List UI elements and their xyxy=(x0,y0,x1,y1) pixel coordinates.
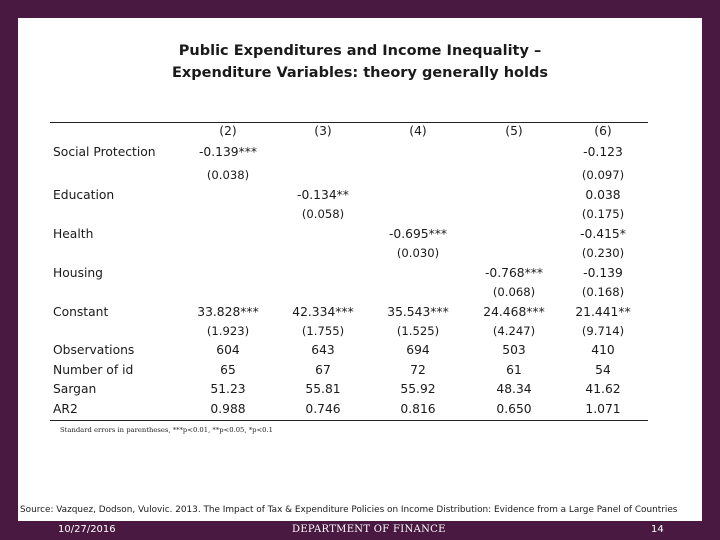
observations-col6: 410 xyxy=(591,343,615,357)
number-of-id-col4: 72 xyxy=(410,363,426,377)
coef-education-col3: -0.134** xyxy=(297,188,349,202)
observations-col5: 503 xyxy=(502,343,526,357)
se-social-protection-col2: (0.038) xyxy=(206,168,250,182)
ar2-col3: 0.746 xyxy=(305,402,341,416)
coef-social-protection-col6: -0.123 xyxy=(583,145,623,159)
sargan-col2: 51.23 xyxy=(210,382,246,396)
frame-right-bar xyxy=(702,0,720,540)
row-label-observations: Observations xyxy=(53,343,135,357)
observations-col4: 694 xyxy=(406,343,430,357)
coef-constant-col5: 24.468*** xyxy=(483,305,545,319)
sargan-col3: 55.81 xyxy=(305,382,341,396)
number-of-id-col5: 61 xyxy=(506,363,522,377)
coef-constant-col6: 21.441** xyxy=(575,305,631,319)
ar2-col6: 1.071 xyxy=(585,402,621,416)
se-health-col4: (0.030) xyxy=(396,246,440,260)
slide-title xyxy=(40,40,680,84)
table-top-rule xyxy=(50,122,648,123)
column-header-6: (6) xyxy=(594,124,612,138)
coef-constant-col3: 42.334*** xyxy=(292,305,354,319)
column-header-2: (2) xyxy=(219,124,237,138)
footer-date: 10/27/2016 xyxy=(58,524,116,535)
column-header-4: (4) xyxy=(409,124,427,138)
coef-housing-col6: -0.139 xyxy=(583,266,623,280)
row-label-sargan: Sargan xyxy=(53,382,97,396)
number-of-id-col6: 54 xyxy=(595,363,611,377)
row-label-constant: Constant xyxy=(53,305,109,319)
se-education-col3: (0.058) xyxy=(301,207,345,221)
coef-housing-col5: -0.768*** xyxy=(484,266,544,280)
row-label-housing: Housing xyxy=(53,266,103,280)
table-footnote: Standard errors in parentheses, ***p<0.01, **p<0.05, *p<0.1 xyxy=(60,426,273,434)
slide-title-line1: Public Expenditures and Income Inequality – xyxy=(178,43,542,59)
coef-social-protection-col2: -0.139*** xyxy=(198,145,258,159)
coef-constant-col4: 35.543*** xyxy=(387,305,449,319)
coef-education-col6: 0.038 xyxy=(585,188,621,202)
observations-col3: 643 xyxy=(311,343,335,357)
row-label-number-of-id: Number of id xyxy=(53,363,134,377)
sargan-col5: 48.34 xyxy=(496,382,532,396)
source-citation: Source: Vazquez, Dodson, Vulovic. 2013. The Impact of Tax & Expenditure Policies on Income Distribution: Evidence from a Large Panel of Countries xyxy=(20,505,678,515)
row-label-education: Education xyxy=(53,188,115,202)
number-of-id-col2: 65 xyxy=(220,363,236,377)
row-label-ar2: AR2 xyxy=(53,402,78,416)
coef-health-col6: -0.415* xyxy=(580,227,626,241)
row-label-social-protection: Social Protection xyxy=(53,145,156,159)
observations-col2: 604 xyxy=(216,343,240,357)
se-constant-col4: (1.525) xyxy=(396,324,440,338)
se-social-protection-col6: (0.097) xyxy=(581,168,625,182)
row-label-health: Health xyxy=(53,227,94,241)
footer-bar xyxy=(0,521,720,540)
slide-title-line2: Expenditure Variables: theory generally holds xyxy=(172,65,548,81)
table-bottom-rule xyxy=(50,420,648,421)
se-housing-col5: (0.068) xyxy=(492,285,536,299)
column-header-5: (5) xyxy=(505,124,523,138)
se-housing-col6: (0.168) xyxy=(581,285,625,299)
sargan-col6: 41.62 xyxy=(585,382,621,396)
coef-constant-col2: 33.828*** xyxy=(197,305,259,319)
ar2-col5: 0.650 xyxy=(496,402,532,416)
footer-department: DEPARTMENT OF FINANCE xyxy=(292,524,446,535)
coef-health-col4: -0.695*** xyxy=(388,227,448,241)
sargan-col4: 55.92 xyxy=(400,382,436,396)
ar2-col2: 0.988 xyxy=(210,402,246,416)
number-of-id-col3: 67 xyxy=(315,363,331,377)
se-constant-col5: (4.247) xyxy=(492,324,536,338)
se-constant-col6: (9.714) xyxy=(581,324,625,338)
se-constant-col3: (1.755) xyxy=(301,324,345,338)
se-education-col6: (0.175) xyxy=(581,207,625,221)
se-constant-col2: (1.923) xyxy=(206,324,250,338)
footer-page-number: 14 xyxy=(651,524,664,535)
column-header-3: (3) xyxy=(314,124,332,138)
ar2-col4: 0.816 xyxy=(400,402,436,416)
frame-top-bar xyxy=(0,0,720,18)
se-health-col6: (0.230) xyxy=(581,246,625,260)
frame-left-bar xyxy=(0,0,18,540)
